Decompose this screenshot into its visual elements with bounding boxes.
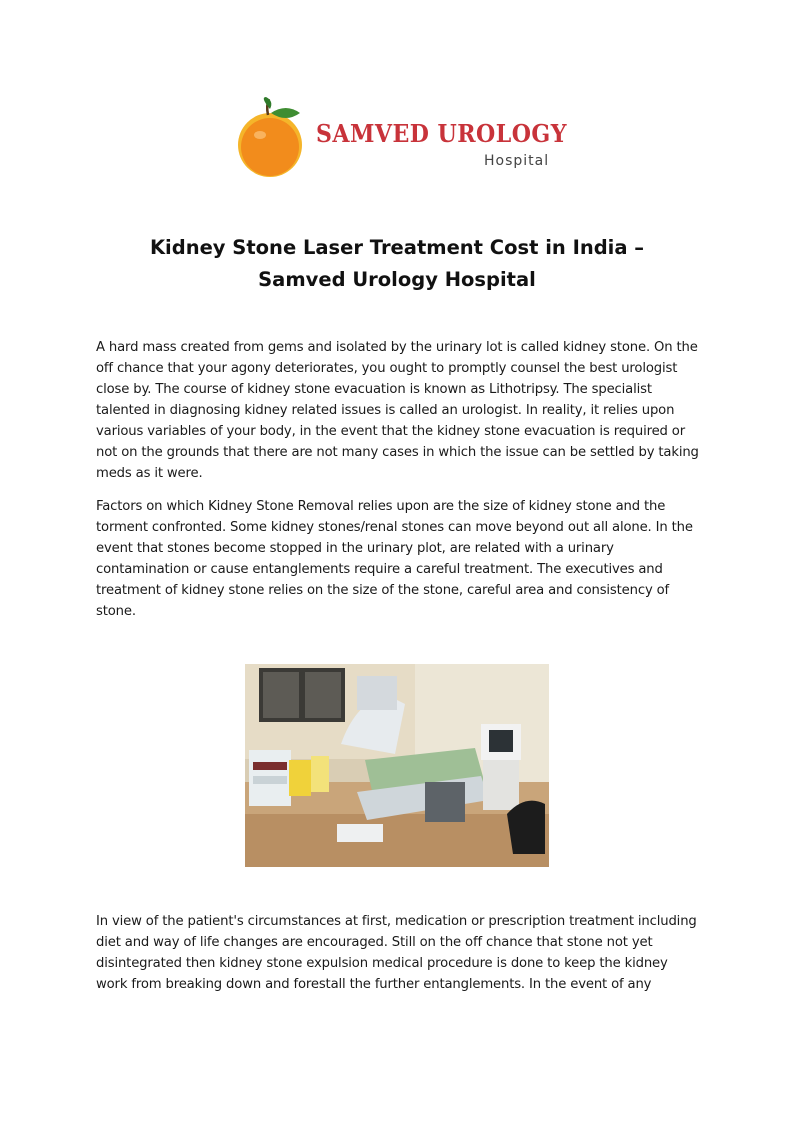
paragraph-3: In view of the patient's circumstances at first, medication or prescription treatment including diet and way of life changes are encouraged. Still on the off chance that stone not yet disintegrated then kidney stone expulsion medical procedure is done to keep the kidney work from breaking down and forestall the further entanglements. In the event of any xyxy=(96,914,697,992)
hospital-logo xyxy=(236,95,566,181)
orange-icon xyxy=(236,95,308,181)
lithotripsy-room-photo xyxy=(245,664,549,867)
logo-subtitle: Hospital xyxy=(484,153,550,169)
page-title: Kidney Stone Laser Treatment Cost in India – Samved Urology Hospital xyxy=(149,236,645,291)
paragraph-1: A hard mass created from gems and isolated by the urinary lot is called kidney stone. On the off chance that your agony deteriorates, you ought to promptly counsel the best urologist close by. The course of kidney stone evacuation is known as Lithotripsy. The specialist talented in diagnosing kidney related issues is called an urologist. In reality, it relies upon various variables of your body, in the event that the kidney stone evacuation is required or not on the grounds that there are not many cases in which the issue can be settled by taking meds as it were. xyxy=(96,340,699,481)
logo-name: SAMVED UROLOGY xyxy=(316,119,567,148)
paragraph-2: Factors on which Kidney Stone Removal relies upon are the size of kidney stone and the torment confronted. Some kidney stones/renal stones can move beyond out all alone. In the event that stones become stopped in the urinary plot, are related with a urinary contamination or cause entanglements require a careful treatment. The executives and treatment of kidney stone relies on the size of the stone, careful area and consistency of stone. xyxy=(96,499,693,619)
